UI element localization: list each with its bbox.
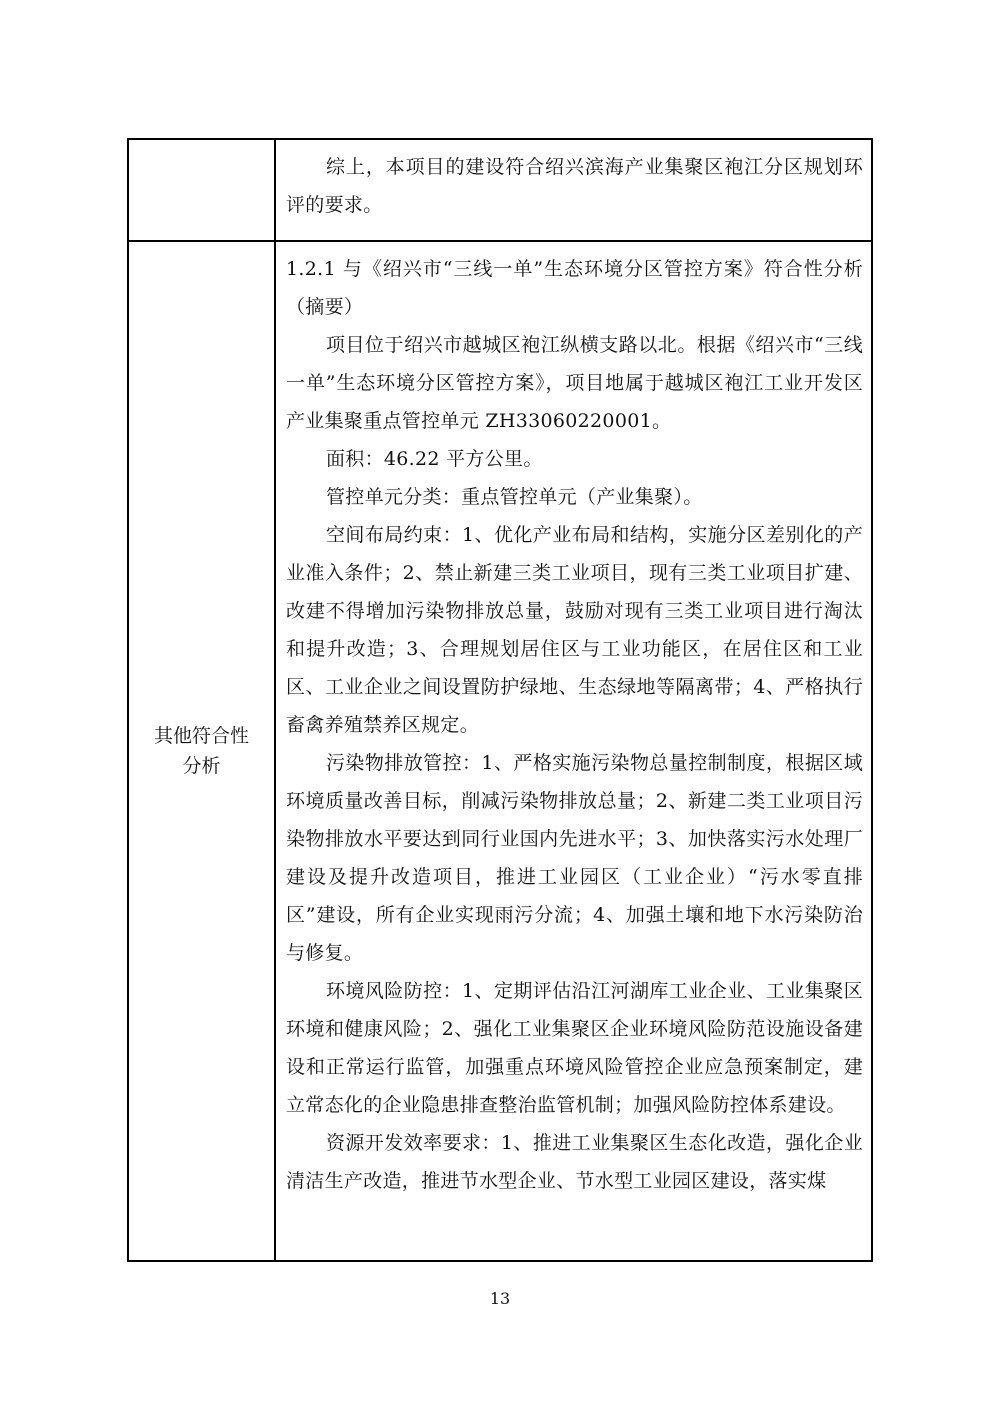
page-number: 13 [489, 1289, 511, 1308]
content-table [127, 138, 873, 1262]
row-content-cell [275, 241, 872, 1261]
body-paragraph: 资源开发效率要求：1、推进工业集聚区生态化改造，强化企业清洁生产改造，推进节水型企业、节水型工业园区建设，落实煤 [286, 1132, 863, 1192]
table-row [128, 241, 872, 1261]
row-label-line: 其他符合性 [153, 725, 249, 747]
row-content-cell [275, 139, 872, 241]
body-paragraph: 环境风险防控：1、定期评估沿江河湖库工业企业、工业集聚区环境和健康风险；2、强化工业集聚区企业环境风险防范设施设备建设和正常运行监管，加强重点环境风险管控企业应急预案制定，建立常态化的企业隐患排查整治监管机制；加强风险防控体系建设。 [286, 980, 863, 1116]
body-paragraph: 污染物排放管控：1、严格实施污染物总量控制制度，根据区域环境质量改善目标，削减污染物排放总量；2、新建二类工业项目污染物排放水平要达到同行业国内先进水平；3、加快落实污水处理厂建设及提升改造项目，推进工业园区（工业企业）“污水零直排区”建设，所有企业实现雨污分流；4、加强土壤和地下水污染防治与修复。 [286, 752, 863, 964]
body-paragraph: 面积：46.22 平方公里。 [326, 448, 543, 470]
body-paragraph: 空间布局约束：1、优化产业布局和结构，实施分区差别化的产业准入条件；2、禁止新建三类工业项目，现有三类工业项目扩建、改建不得增加污染物排放总量，鼓励对现有三类工业项目进行淘汰和提升改造；3、合理规划居住区与工业功能区，在居住区和工业区、工业企业之间设置防护绿地、生态绿地等隔离带；4、严格执行畜禽养殖禁养区规定。 [286, 524, 863, 736]
row-label-cell [128, 139, 275, 241]
summary-paragraph: 综上，本项目的建设符合绍兴滨海产业集聚区袍江分区规划环评的要求。 [286, 156, 863, 216]
row-label [129, 242, 274, 1260]
body-paragraph: 项目位于绍兴市越城区袍江纵横支路以北。根据《绍兴市“三线一单”生态环境分区管控方案》，项目地属于越城区袍江工业开发区产业集聚重点管控单元 ZH33060220001。 [286, 334, 863, 432]
section-heading: 1.2.1 与《绍兴市“三线一单”生态环境分区管控方案》符合性分析（摘要） [286, 258, 863, 318]
row-label-cell [128, 241, 275, 1261]
table-row [128, 139, 872, 241]
row-label-line: 分析 [182, 755, 221, 777]
body-paragraph: 管控单元分类：重点管控单元（产业集聚）。 [326, 486, 703, 508]
